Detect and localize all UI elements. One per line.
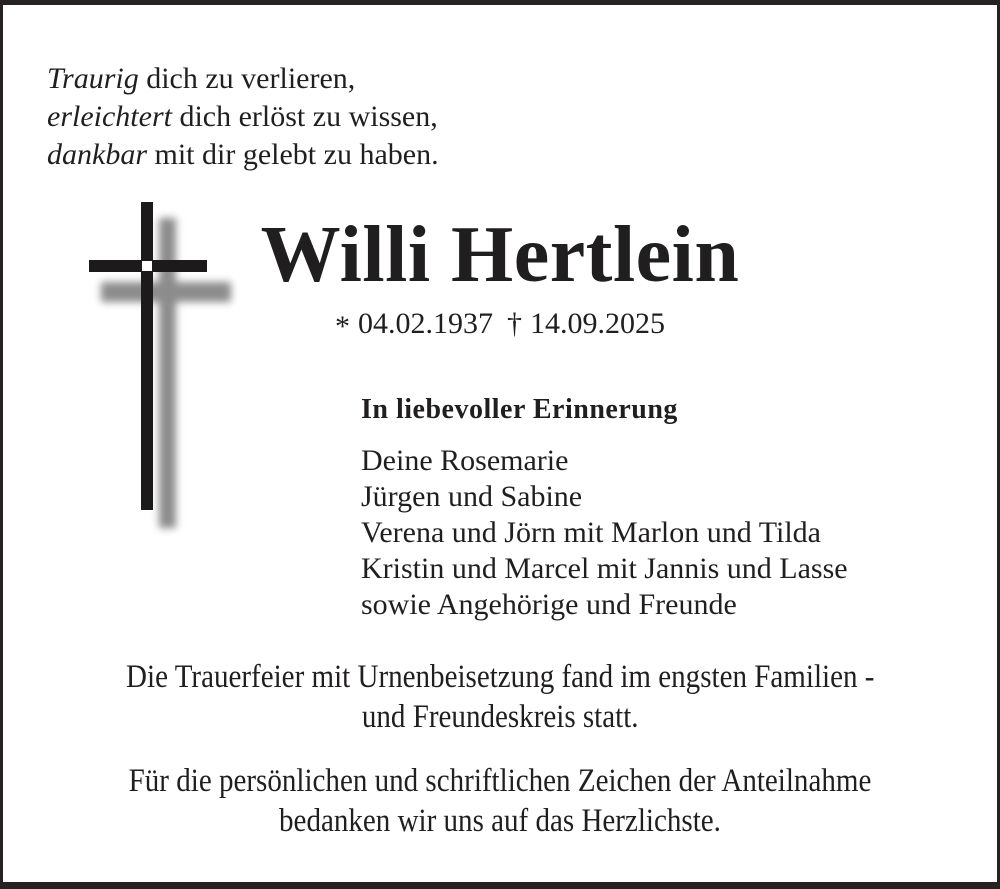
quote-rest: mit dir gelebt zu haben.	[147, 138, 439, 171]
quote-lead-word: Traurig	[47, 62, 139, 95]
mourner-line: Kristin und Marcel mit Jannis und Lasse	[361, 552, 848, 585]
mourner-line: Verena und Jörn mit Marlon und Tilda	[361, 516, 821, 549]
funeral-note-text	[126, 657, 874, 737]
death-dagger-symbol: †	[507, 307, 522, 340]
deceased-name: Willi Hertlein	[260, 211, 740, 299]
quote-lead-word: erleichtert	[47, 100, 172, 133]
thanks-note-line: Für die persönlichen und schriftlichen Zeichen der Anteilnahme	[128, 763, 872, 799]
funeral-note	[3, 657, 997, 737]
mourner-line: sowie Angehörige und Freunde	[361, 588, 737, 621]
funeral-note-line: und Freundeskreis statt.	[361, 699, 639, 735]
memorial-section	[361, 393, 848, 623]
quote-line	[47, 98, 439, 136]
thanks-note-line: bedanken wir uns auf das Herzlichste.	[279, 803, 721, 839]
life-dates	[3, 306, 997, 345]
mourners-list	[361, 443, 848, 623]
funeral-note-line: Die Trauerfeier mit Urnenbeisetzung fand im engsten Familien -	[125, 659, 875, 695]
memorial-heading: In liebevoller Erinnerung	[361, 394, 678, 425]
mourner-line: Jürgen und Sabine	[361, 480, 583, 513]
thanks-note	[3, 761, 997, 841]
birth-star-symbol: *	[335, 310, 350, 343]
quote-rest: dich erlöst zu wissen,	[171, 100, 438, 133]
thanks-note-text	[129, 761, 872, 841]
intro-quote	[47, 60, 439, 174]
mourner-line: Deine Rosemarie	[361, 444, 569, 477]
quote-lead-word: dankbar	[47, 138, 147, 171]
quote-rest: dich zu verlieren,	[138, 62, 356, 95]
death-date: 14.09.2025	[530, 307, 665, 340]
quote-line	[47, 136, 439, 174]
birth-date: 04.02.1937	[358, 307, 493, 340]
quote-line	[47, 60, 439, 98]
